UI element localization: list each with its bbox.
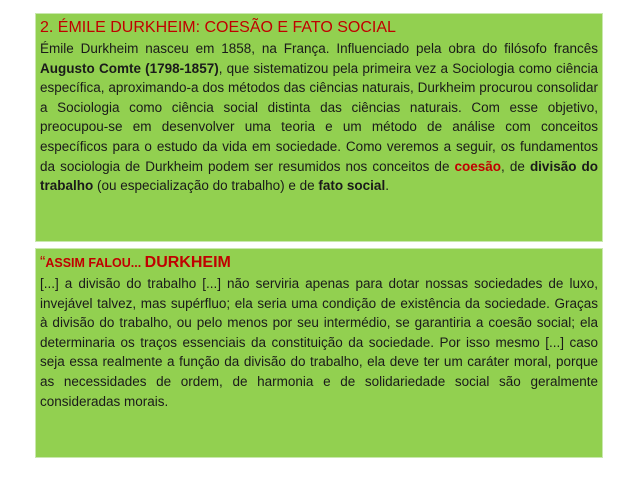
divisao-keyword: divisão do trabalho bbox=[40, 158, 599, 194]
intro-paragraph bbox=[40, 39, 598, 196]
quote-mark: “ bbox=[40, 254, 46, 271]
quote-heading bbox=[40, 252, 598, 274]
quote-heading-lead: ASSIM FALOU... bbox=[45, 256, 145, 270]
paragraph-text: , que sistematizou pela primeira vez a Sociologia como ciência específica, aproximando-a dos métodos das ciências naturais, Durkheim procurou consolidar a Sociologia como ciência social distinta das ciências naturais. Com esse objetivo, preocupou-se em desenvolver uma teoria e um método de análise com conceitos específicos para o estudo da vida em sociedade. Como veremos a seguir, os fundamentos da sociologia de Durkheim podem ser resumidos nos conceitos de bbox=[40, 60, 599, 174]
comte-emphasis: Augusto Comte (1798-1857) bbox=[40, 60, 219, 76]
paragraph-text: Émile Durkheim nasceu em 1858, na França. Influenciado pela obra do filósofo francês bbox=[40, 41, 598, 56]
quote-heading-name: DURKHEIM bbox=[144, 254, 231, 271]
section-heading: 2. ÉMILE DURKHEIM: COESÃO E FATO SOCIAL bbox=[40, 19, 396, 36]
coesao-keyword: coesão bbox=[454, 158, 502, 174]
quote-paragraph: [...] a divisão do trabalho [...] não serviria apenas para dotar nossas sociedades de luxo, invejável talvez, mas supérfluo; ela seria uma condição de existência da sociedade. Graças à divisão do trabalho, ou pelo menos por seu intermédio, se garantiria a coesão social; ela determinaria os traços essenciais da constituição da sociedade. Por isso mesmo [...] caso seja essa realmente a função da divisão do trabalho, ela deve ter um caráter moral, porque as necessidades de ordem, de harmonia e de solidariedade social são geralmente consideradas morais. bbox=[40, 276, 598, 409]
intro-section bbox=[35, 13, 603, 242]
paragraph-text: . bbox=[385, 178, 389, 194]
quote-section bbox=[35, 248, 603, 458]
paragraph-text: , de bbox=[501, 158, 530, 174]
paragraph-text: (ou especialização do trabalho) e de bbox=[93, 178, 319, 194]
fato-social-keyword: fato social bbox=[318, 178, 386, 194]
